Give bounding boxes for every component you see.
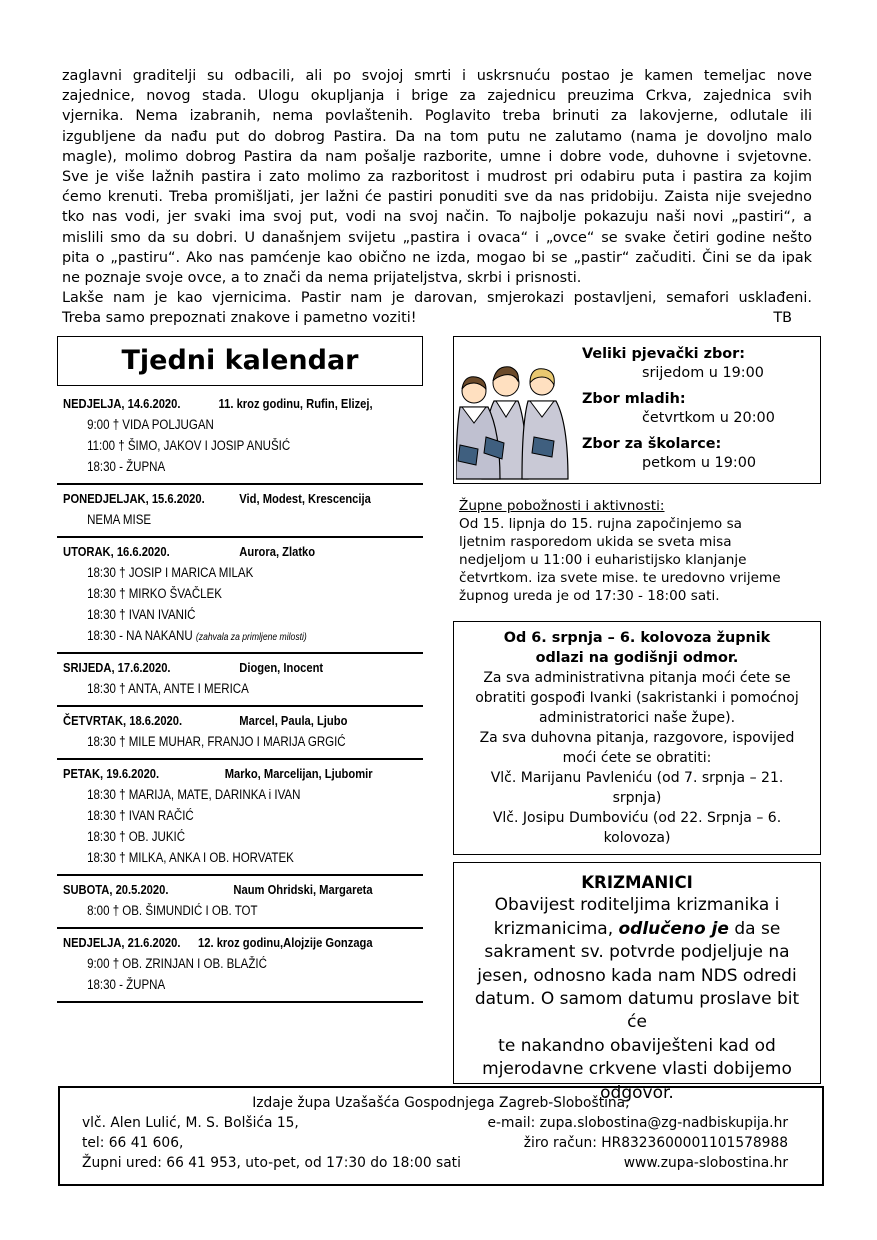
author-signature: TB xyxy=(773,310,792,327)
mass-intention: 11:00 † ŠIMO, JAKOV I JOSIP ANUŠIĆ xyxy=(87,438,291,453)
confirmation-lines xyxy=(472,941,802,1105)
calendar-title: Tjedni kalendar xyxy=(57,336,423,386)
mass-intention: 18:30 † MILKA, ANKA I OB. HORVATEK xyxy=(87,850,294,865)
vacation-line: obratiti gospođi Ivanki (sakristanki i pomoćnoj xyxy=(475,690,799,706)
mass-intention: 18:30 - ŽUPNA xyxy=(87,459,166,474)
vacation-line: Vlč. Marijanu Pavleniću (od 7. srpnja – 21. xyxy=(490,770,784,786)
choir-name: Veliki pjevački zbor: xyxy=(582,346,746,362)
calendar-day xyxy=(57,485,423,538)
day-header xyxy=(63,394,373,414)
intro-line: mislili smo da su dobri. U današnjem svijetu „pastira i ovaca“ i „ovce“ se svake četiri godine nešto xyxy=(62,229,812,246)
vacation-line: moći ćete se obratiti: xyxy=(562,750,712,766)
intro-line: zajednice, novog stada. Ulogu okupljanja i brige za zajednicu preuzima Crkva, zajednica svih xyxy=(62,88,812,105)
parish-activities xyxy=(459,497,819,605)
confirmation-line: te nakandno obaviješteni kad od xyxy=(498,1035,776,1056)
choir-name: Zbor za školarce: xyxy=(582,436,722,452)
mass-entry xyxy=(63,625,373,646)
mass-intention: 18:30 - ŽUPNA xyxy=(87,977,166,992)
day-saints: Marko, Marcelijan, Ljubomir xyxy=(224,766,373,781)
day-date: PONEDJELJAK, 15.6.2020. xyxy=(63,491,205,506)
intro-line: Lakše nam je kao vjernicima. Pastir nam je darovan, smjerokazi postavljeni, semafori usklađeni. xyxy=(62,290,812,307)
intro-line: ćemo krenuti. Treba promišljati, jer lažni će pastiri ponuditi sve da nas pridobiju. Zaista nije svejedno xyxy=(62,189,812,206)
mass-entry xyxy=(63,414,373,435)
confirmation-line: sakrament sv. potvrde podjeljuje na xyxy=(484,942,790,963)
intro-article xyxy=(62,66,812,329)
mass-intention: 18:30 † MARIJA, MATE, DARINKA i IVAN xyxy=(87,787,301,802)
intro-line: magle), molimo dobrog Pastira da nam pošalje razborite, umne i dobre vode, duhovne i svjetovne. xyxy=(62,148,812,165)
confirmation-line-part: krizmanicima, xyxy=(493,918,619,939)
priest-address: vlč. Alen Lulić, M. S. Bolšića 15, xyxy=(82,1115,299,1131)
mass-entry xyxy=(63,583,373,604)
day-header xyxy=(63,489,373,509)
mass-entry xyxy=(63,731,373,752)
day-saints: Naum Ohridski, Margareta xyxy=(233,882,373,897)
activities-text xyxy=(459,515,819,605)
activities-line: nedjeljom u 11:00 i euharistijsko klanjanje xyxy=(459,552,747,568)
day-date: PETAK, 19.6.2020. xyxy=(63,766,160,781)
mass-entry xyxy=(63,562,373,583)
mass-intention: 18:30 † MIRKO ŠVAČLEK xyxy=(87,586,222,601)
weekly-calendar xyxy=(57,390,423,1003)
mass-entry xyxy=(63,435,373,456)
calendar-day xyxy=(57,760,423,876)
choir-time: srijedom u 19:00 xyxy=(642,365,764,381)
mass-entry xyxy=(63,900,373,921)
day-header xyxy=(63,880,373,900)
mass-entry xyxy=(63,456,373,477)
calendar-day xyxy=(57,654,423,707)
choir-singers-illustration xyxy=(456,341,574,481)
intro-line xyxy=(62,308,812,328)
confirmation-heading: KRIZMANICI xyxy=(581,873,693,892)
vacation-heading-2: odlazi na godišnji odmor. xyxy=(535,650,739,666)
calendar-day xyxy=(57,390,423,485)
confirmation-text xyxy=(454,894,820,1105)
mass-intention: 18:30 † IVAN IVANIĆ xyxy=(87,607,196,622)
choir-item xyxy=(582,435,756,473)
mass-entry xyxy=(63,604,373,625)
confirmation-notice-box xyxy=(453,862,821,1103)
confirmation-line: mjerodavne crkvene vlasti dobijemo xyxy=(482,1059,792,1080)
mass-intention: 18:30 † MILE MUHAR, FRANJO I MARIJA GRGIĆ xyxy=(87,734,346,749)
mass-entry xyxy=(63,847,373,868)
mass-intention: 18:30 † JOSIP I MARICA MILAK xyxy=(87,565,254,580)
choir-time: petkom u 19:00 xyxy=(642,455,757,471)
intro-line: ne poznaje svoje ovce, a to znači da nema prijateljstva, skrbi i prisnosti. xyxy=(62,270,582,287)
choir-item xyxy=(582,345,764,383)
vacation-line: kolovoza) xyxy=(603,830,671,846)
day-date: NEDJELJA, 14.6.2020. xyxy=(63,396,181,411)
intro-line: izgubljene da nađu put do dobrog Pastira. Da na tom putu ne zalutamo (nama je dovoljno malo xyxy=(62,128,812,145)
mass-intention: 18:30 † OB. JUKIĆ xyxy=(87,829,186,844)
day-header xyxy=(63,711,373,731)
day-date: SRIJEDA, 17.6.2020. xyxy=(63,660,171,675)
day-date: NEDJELJA, 21.6.2020. xyxy=(63,935,181,950)
day-date: SUBOTA, 20.5.2020. xyxy=(63,882,169,897)
intro-line: pita o „pastiru“. Ako nas pamćenje kao obično ne izda, mogao bi se „pastir“ začuditi. Čini se da ipak xyxy=(62,249,812,266)
vacation-line: srpnja) xyxy=(612,790,662,806)
choir-schedule-box xyxy=(453,336,821,484)
mass-entry xyxy=(63,805,373,826)
mass-intention: 18:30 - NA NAKANU xyxy=(87,628,193,643)
mass-intention: 18:30 † ANTA, ANTE I MERICA xyxy=(87,681,249,696)
day-date: UTORAK, 16.6.2020. xyxy=(63,544,170,559)
activities-line: ljetnim rasporedom ukida se sveta misa xyxy=(459,534,732,550)
confirmation-emphasis: odlučeno je xyxy=(618,918,729,939)
email-link[interactable]: e-mail: zupa.slobostina@zg-nadbiskupija.hr xyxy=(487,1115,788,1131)
activities-line: četvrtkom. iza svete mise. te uredovno vrijeme xyxy=(459,570,781,586)
intro-paragraph xyxy=(62,66,812,288)
day-header xyxy=(63,764,373,784)
mass-intention: 18:30 † IVAN RAČIĆ xyxy=(87,808,194,823)
activities-line: Od 15. lipnja do 15. rujna započinjemo sa xyxy=(459,516,742,532)
choir-time: četvrtkom u 20:00 xyxy=(642,410,775,426)
day-saints: Diogen, Inocent xyxy=(239,660,324,675)
vacation-line: administratorici naše župe). xyxy=(538,710,736,726)
confirmation-line xyxy=(472,918,802,941)
vacation-line: Vlč. Josipu Dumboviću (od 22. Srpnja – 6. xyxy=(492,810,782,826)
day-saints: Vid, Modest, Krescencija xyxy=(239,491,371,506)
intro-closing: Treba samo prepoznati znakove i pametno voziti! xyxy=(62,310,417,327)
mass-entry xyxy=(63,784,373,805)
mass-entry xyxy=(63,974,373,995)
day-saints: 12. kroz godinu,Alojzije Gonzaga xyxy=(198,935,373,950)
mass-entry xyxy=(63,678,373,699)
intro-line: zaglavni graditelji su odbacili, ali po svojoj smrti i uskrsnuću postao je kamen temeljac nove xyxy=(62,68,812,84)
vacation-heading: Od 6. srpnja – 6. kolovoza župnik xyxy=(503,630,771,646)
mass-note: (zahvala za primljene milosti) xyxy=(195,632,307,643)
calendar-day xyxy=(57,707,423,760)
day-header xyxy=(63,658,373,678)
phone-number: tel: 66 41 606, xyxy=(82,1135,184,1151)
day-saints: Marcel, Paula, Ljubo xyxy=(239,713,348,728)
day-header xyxy=(63,542,373,562)
choir-name: Zbor mladih: xyxy=(582,391,686,407)
vacation-line: Za sva administrativna pitanja moći ćete se xyxy=(483,670,791,686)
mass-intention: 9:00 † VIDA POLJUGAN xyxy=(87,417,214,432)
intro-line: Sve je više lažnih pastira i zato molimo za razboritost i mudrost pri odabiru puta i pastira za kojim xyxy=(62,169,812,186)
calendar-day xyxy=(57,876,423,929)
mass-entry xyxy=(63,953,373,974)
choir-item xyxy=(582,390,775,428)
mass-intention: 8:00 † OB. ŠIMUNDIĆ I OB. TOT xyxy=(87,903,258,918)
calendar-day xyxy=(57,929,423,1003)
mass-intention: NEMA MISE xyxy=(87,512,152,527)
day-date: ČETVRTAK, 18.6.2020. xyxy=(63,713,183,728)
activities-heading: Župne pobožnosti i aktivnosti: xyxy=(459,498,665,514)
intro-line: vjernika. Nema izabranih, nema povlaštenih. Poglavito treba brinuti za lakovjerne, odlutale ili xyxy=(62,108,812,125)
day-saints: 11. kroz godinu, Rufin, Elizej, xyxy=(218,396,373,411)
vacation-notice-box xyxy=(453,621,821,855)
vacation-text xyxy=(454,668,820,848)
intro-line: tko nas vodi, jer svaki ima svoj put, vodi na svoj način. To najbolje pokazuju naši novi „pastiri“, a xyxy=(62,209,812,226)
confirmation-line: datum. O samom datumu proslave bit će xyxy=(474,989,800,1033)
activities-line: župnog ureda je od 17:30 - 18:00 sati. xyxy=(459,588,720,604)
confirmation-line: odgovor. xyxy=(600,1082,674,1103)
confirmation-line: Obavijest roditeljima krizmanika i xyxy=(494,895,780,916)
website-link[interactable]: www.zupa-slobostina.hr xyxy=(623,1155,788,1171)
publisher-footer xyxy=(58,1086,824,1186)
publisher-line: Izdaje župa Uzašašća Gospodnjega Zagreb-Sloboština; xyxy=(252,1095,630,1111)
confirmation-line: jesen, odnosno kada nam NDS odredi xyxy=(477,965,797,986)
day-saints: Aurora, Zlatko xyxy=(239,544,316,559)
bank-account: žiro račun: HR8323600001101578988 xyxy=(523,1135,788,1151)
mass-entry xyxy=(63,509,373,530)
confirmation-line-part: da se xyxy=(728,918,781,939)
vacation-line: Za sva duhovna pitanja, razgovore, ispovijed xyxy=(479,730,795,746)
office-hours: Župni ured: 66 41 953, uto-pet, od 17:30 do 18:00 sati xyxy=(82,1155,461,1171)
day-header xyxy=(63,933,373,953)
calendar-day xyxy=(57,538,423,654)
mass-entry xyxy=(63,826,373,847)
mass-intention: 9:00 † OB. ZRINJAN I OB. BLAŽIĆ xyxy=(87,956,267,971)
